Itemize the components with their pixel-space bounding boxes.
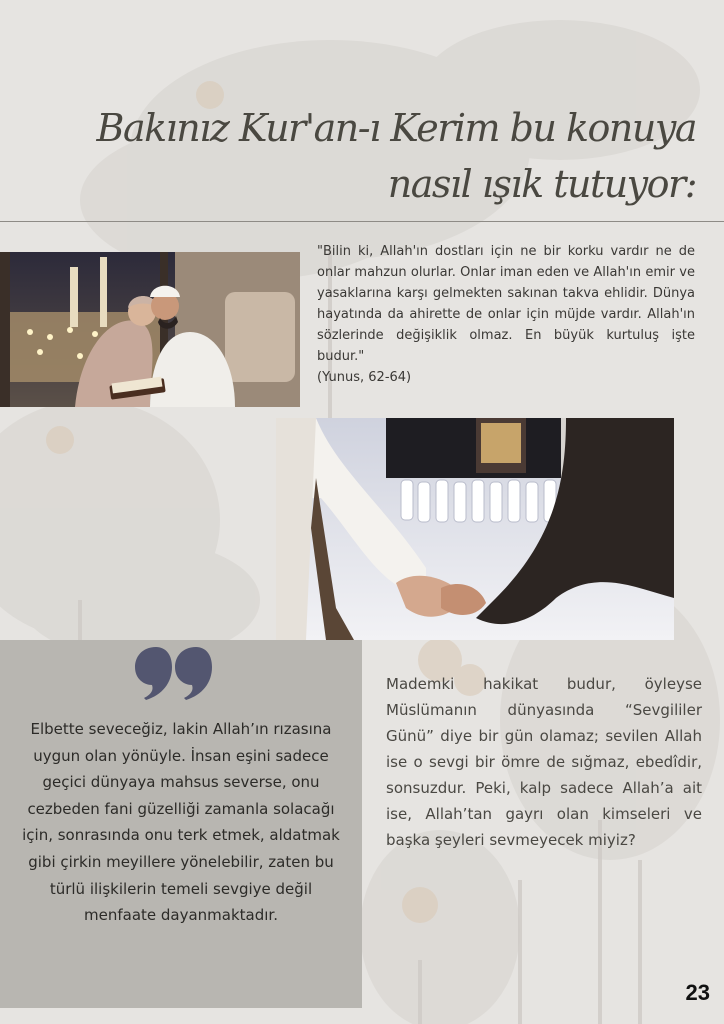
title-line-1: Bakınız Kur'an-ı Kerim bu konuya (96, 106, 696, 150)
body-text: Mademki hakikat budur, öyleyse Müslümanın dünyasında “Sevgililer Günü” diye bir gün olamaz; sevilen Allah ise o sevgi bir ömre de sığmaz, ebedîdir, sonsuzdur. Peki, kalp sadece Allah’a ait ise, Allah’tan gayrı olan kimseleri ve başka şeyleri sevmeyecek miyiz? (386, 675, 702, 849)
page-title (56, 100, 696, 212)
divider (0, 221, 724, 222)
verse-block (317, 241, 695, 388)
holding-hands-kaaba-photo (276, 418, 674, 640)
page-number: 23 (685, 980, 710, 1005)
couple-reading-quran-photo (0, 252, 300, 407)
quote-icon (134, 645, 214, 700)
quote-text: Elbette seveceğiz, lakin Allah’ın rızasına uygun olan yönüyle. İnsan eşini sadece geçici dünyaya mahsus severse, onu cezbeden fani güzelliği zamanla solacağı için, sonrasında onu terk etmek, aldatmak gibi çirkin meyillere yönelebilir, zaten bu türlü ilişkilerin temeli sevgiye değil menfaate dayanmaktadır. (22, 720, 340, 925)
verse-reference: (Yunus, 62-64) (317, 370, 412, 385)
title-line-2: nasıl ışık tutuyor: (387, 162, 696, 206)
verse-text: "Bilin ki, Allah'ın dostları için ne bir korku vardır ne de onlar mahzun olurlar. Onlar iman eden ve Allah'ın emir ve yasaklarına karşı gelmekten sakınan takva ehlidir. Dünya hayatında da ahirette de onlar için müjde vardır. Allah'ın sözlerinde değişiklik olmaz. En büyük kurtuluş işte budur." (317, 244, 695, 364)
